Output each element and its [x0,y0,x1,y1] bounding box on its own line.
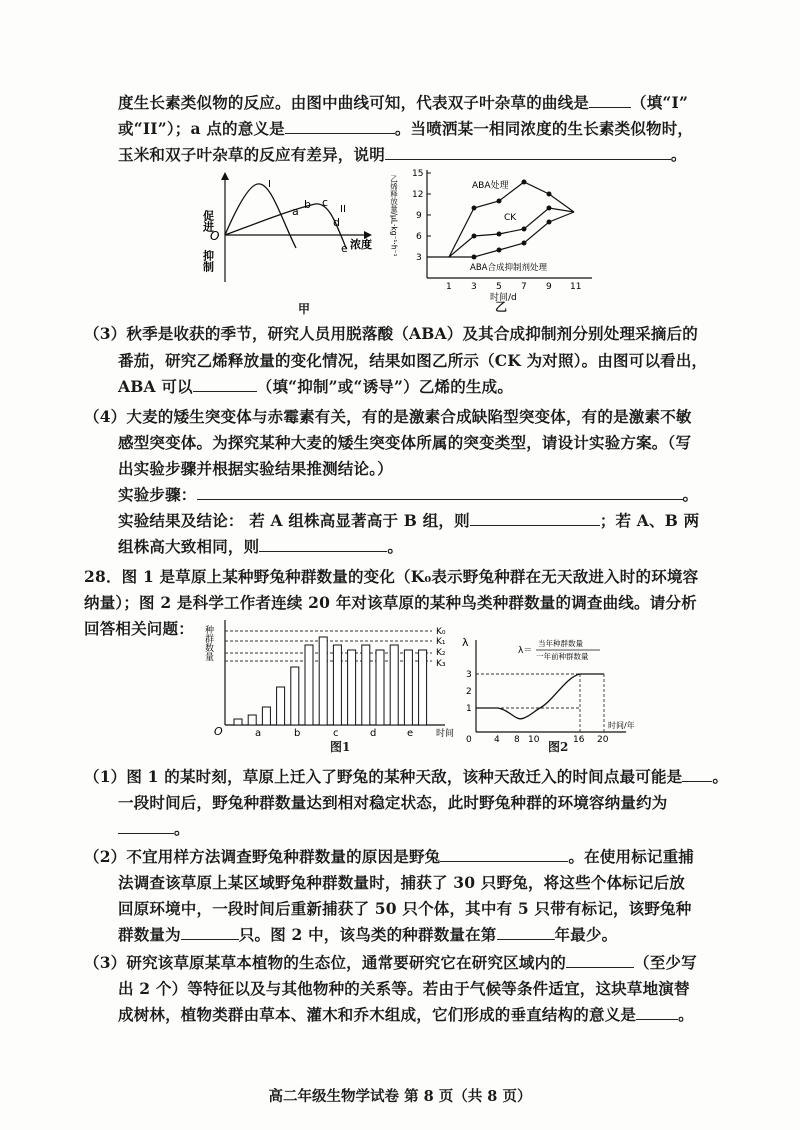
caption-fig2: 图2 [548,740,569,754]
point [522,180,527,185]
xtick-3: 3 [471,282,477,292]
y-arrow [221,172,229,180]
answer-blank[interactable] [470,510,600,526]
figure-2 [458,632,638,745]
q28-3-line3 [118,1004,694,1026]
point [472,234,477,239]
q28-2-line4 [118,924,617,946]
ytick-12: 12 [412,190,424,200]
text: 。在使用标记重捕 [568,847,694,866]
answer-blank[interactable] [385,144,671,160]
bar [262,707,270,725]
answer-blank[interactable] [636,1004,678,1020]
xtick-1: 1 [446,282,452,292]
xlabel: 时间/d [490,293,517,303]
ylabel-inhibit: 抑制 [201,250,215,272]
ytick-1: 1 [466,704,472,714]
ytick-3: 3 [416,253,422,263]
point [472,206,477,211]
q3-line1: （3）秋季是收获的季节，研究人员用脱落酸（ABA）及其合成抑制剂分别处理采摘后的 [84,324,698,343]
q3-line3 [118,376,513,398]
q28-1-line2: 一段时间后，野兔种群数量达到相对稳定状态，此时野兔种群的环境容纳量约为 [118,793,668,812]
xtick-c: c [333,728,339,739]
point [547,206,552,211]
text: （填“抑制”或“诱导”）乙烯的生成。 [256,377,514,396]
text: 玉米和双子叶杂草的反应有差异，说明 [118,145,385,164]
curve-i [225,184,296,248]
text: 群数量为 [118,925,181,944]
bar [348,650,356,725]
text: （3）研究该草原某草本植物的生态位，通常要研究它在研究区域内的 [84,953,566,972]
ylabel: 乙烯释放量/μL·kg⁻¹·h⁻¹ [389,175,399,257]
ytick-2: 2 [466,687,472,697]
bar [333,645,341,725]
q4-line3: 出实验步骤并根据实验结果推测结论。） [118,459,393,478]
figure-jia [200,170,400,315]
text: 实验步骤： [118,485,197,504]
q4-line2: 感型突变体。为探究某种大麦的矮生突变体所属的突变类型，请设计实验方案。（写 [118,433,692,452]
point-b: b [304,198,311,211]
xtick-10: 10 [528,735,540,745]
ytick-15: 15 [412,169,424,179]
q4-line1: （4）大麦的矮生突变体与赤霉素有关，有的是激素合成缺陷型突变体，有的是激素不敏 [84,407,692,426]
q4-line4 [118,484,698,506]
q3-line2: 番茄，研究乙烯释放量的变化情况，结果如图乙所示（CK 为对照）。由图可以看出， [118,351,708,370]
xtick-a: a [255,728,262,739]
page-footer: 高二年级生物学试卷 第 8 页（共 8 页） [268,1088,532,1105]
point [472,255,477,260]
label-aba: ABA处理 [472,181,509,191]
point [497,232,502,237]
answer-blank[interactable] [118,818,174,834]
bar [362,645,370,725]
lambda-curve [476,674,604,719]
caption-fig1: 图1 [330,740,351,754]
point-a: a [292,205,299,218]
bar [305,645,313,725]
k1-label: K₁ [436,637,446,647]
q28-1-line3 [118,818,190,840]
answer-blank[interactable] [682,766,712,782]
bar [248,715,256,725]
text: ；若 A、B 两 [599,511,700,530]
caption-yi: 乙 [495,300,508,314]
xtick-d: d [370,728,377,739]
q28-2-line1 [84,846,694,868]
ytick-6: 6 [416,232,422,242]
caption-jia: 甲 [298,302,311,316]
answer-blank[interactable] [193,376,257,392]
formula-denominator: 一年前种群数量 [536,652,589,661]
answer-blank[interactable] [497,924,555,940]
text: 组株高大致相同，则 [118,537,260,556]
answer-blank[interactable] [259,536,387,552]
ylabel: 种群数量 [203,625,213,661]
text: （至少写 [634,953,697,972]
k3-label: K₃ [436,659,446,669]
bar [404,650,412,725]
text: （2）不宜用样方法调查野兔种群数量的原因是野兔 [84,847,441,866]
q28-3-line2: 出 2 个）等特征以及与其他物种的关系等。若由于气候等条件适宜，这块草地演替 [118,979,690,998]
xlabel: 时间 [436,729,455,739]
ylabel-promote: 促进 [201,210,215,232]
point [497,248,502,253]
answer-blank[interactable] [197,484,683,500]
answer-blank[interactable] [285,118,395,134]
answer-blank[interactable] [181,924,239,940]
bars [234,637,427,725]
xlabel: 浓度 [350,238,372,251]
xtick-11: 11 [570,282,582,292]
point-e: e [341,242,348,255]
answer-blank[interactable] [589,92,631,108]
text: 。 [174,819,190,838]
bar [277,687,285,725]
k0-label: K₀ [436,627,446,637]
text: 。 [678,1005,694,1024]
formula-numerator: 当年种群数量 [538,639,583,648]
q28-1-line1 [84,766,728,788]
text: 实验结果及结论： 若 A 组株高显著高于 B 组，则 [118,511,470,530]
answer-blank[interactable] [566,952,634,968]
text: （填“I” [631,93,689,112]
point [547,192,552,197]
text: 。 [712,767,729,786]
answer-blank[interactable] [440,846,568,862]
y-ticks [427,173,431,257]
xtick-20: 20 [597,735,609,745]
text: （1）图 1 的某时刻，草原上迁入了野兔的某种天敌，该种天敌迁入的时间点最可能是 [84,767,683,786]
xlabel: 时间/年 [608,721,635,730]
text: 。 [682,485,699,504]
q28-line1: 28．图 1 是草原上某种野兔种群数量的变化（K₀表示野兔种群在无天敌进入时的环境容 [84,567,699,586]
label-inhibitor: ABA合成抑制剂处理 [470,263,547,273]
bar [319,637,327,725]
xtick-5: 5 [496,282,502,292]
xtick-b: b [294,728,301,739]
bar [291,667,299,725]
formula-lambda: λ＝ [518,646,533,656]
text: 。 [387,537,404,556]
origin-label: O [210,229,220,243]
xtick-e: e [407,728,414,739]
point [497,199,502,204]
ytick-9: 9 [416,211,422,221]
figure-yi [389,160,602,310]
bar [419,650,427,725]
text: 年最少。 [554,925,618,944]
text: 只。图 2 中，该鸟类的种群数量在第 [238,925,497,944]
bar [234,719,242,725]
point-c: c [322,196,329,209]
bar [390,645,398,725]
q28-2-line3: 回原环境中，一段时间后重新捕获了 50 只个体，其中有 5 只带有标记，该野兔种 [118,899,692,918]
q28-3-line1 [84,952,697,974]
curve-i-label: I [268,179,271,190]
label-ck: CK [504,213,517,223]
point-d: d [333,216,340,229]
text: 度生长素类似物的反应。由图中曲线可知，代表双子叶杂草的曲线是 [118,93,590,112]
figure-1 [200,615,460,740]
point [522,227,527,232]
q28-line3: 回答相关问题： [84,619,194,638]
origin: 0 [466,735,472,745]
q27-line2 [118,118,693,140]
text: 。当喷洒某一相同浓度的生长素类似物时， [394,119,694,138]
xtick-8: 8 [514,735,520,745]
q27-line1 [118,92,688,114]
text: 或“II”）；a 点的意义是 [118,119,285,138]
text: 。 [670,145,687,164]
curve-ii-label: II [340,204,346,215]
origin: O [214,725,223,738]
q28-line2: 纳量）；图 2 是科学工作者连续 20 年对该草原的某种鸟类种群数量的调查曲线。请分析 [84,593,697,612]
xtick-4: 4 [494,735,500,745]
point [522,241,527,246]
xtick-7: 7 [521,282,527,292]
q4-line6 [118,536,403,558]
text: 成树林，植物类群由草本、灌木和乔木组成，它们形成的垂直结构的意义是 [118,1005,637,1024]
q4-line5 [118,510,699,532]
q28-2-line2: 法调查该草原上某区域野兔种群数量时，捕获了 30 只野兔，将这些个体标记后放 [118,873,685,892]
k2-label: K₂ [436,648,446,658]
xtick-16: 16 [573,735,585,745]
bar [376,650,384,725]
point [547,220,552,225]
xtick-9: 9 [546,282,552,292]
ytick-3: 3 [466,670,472,680]
text: ABA 可以 [118,377,193,396]
ylabel: λ [462,636,469,649]
